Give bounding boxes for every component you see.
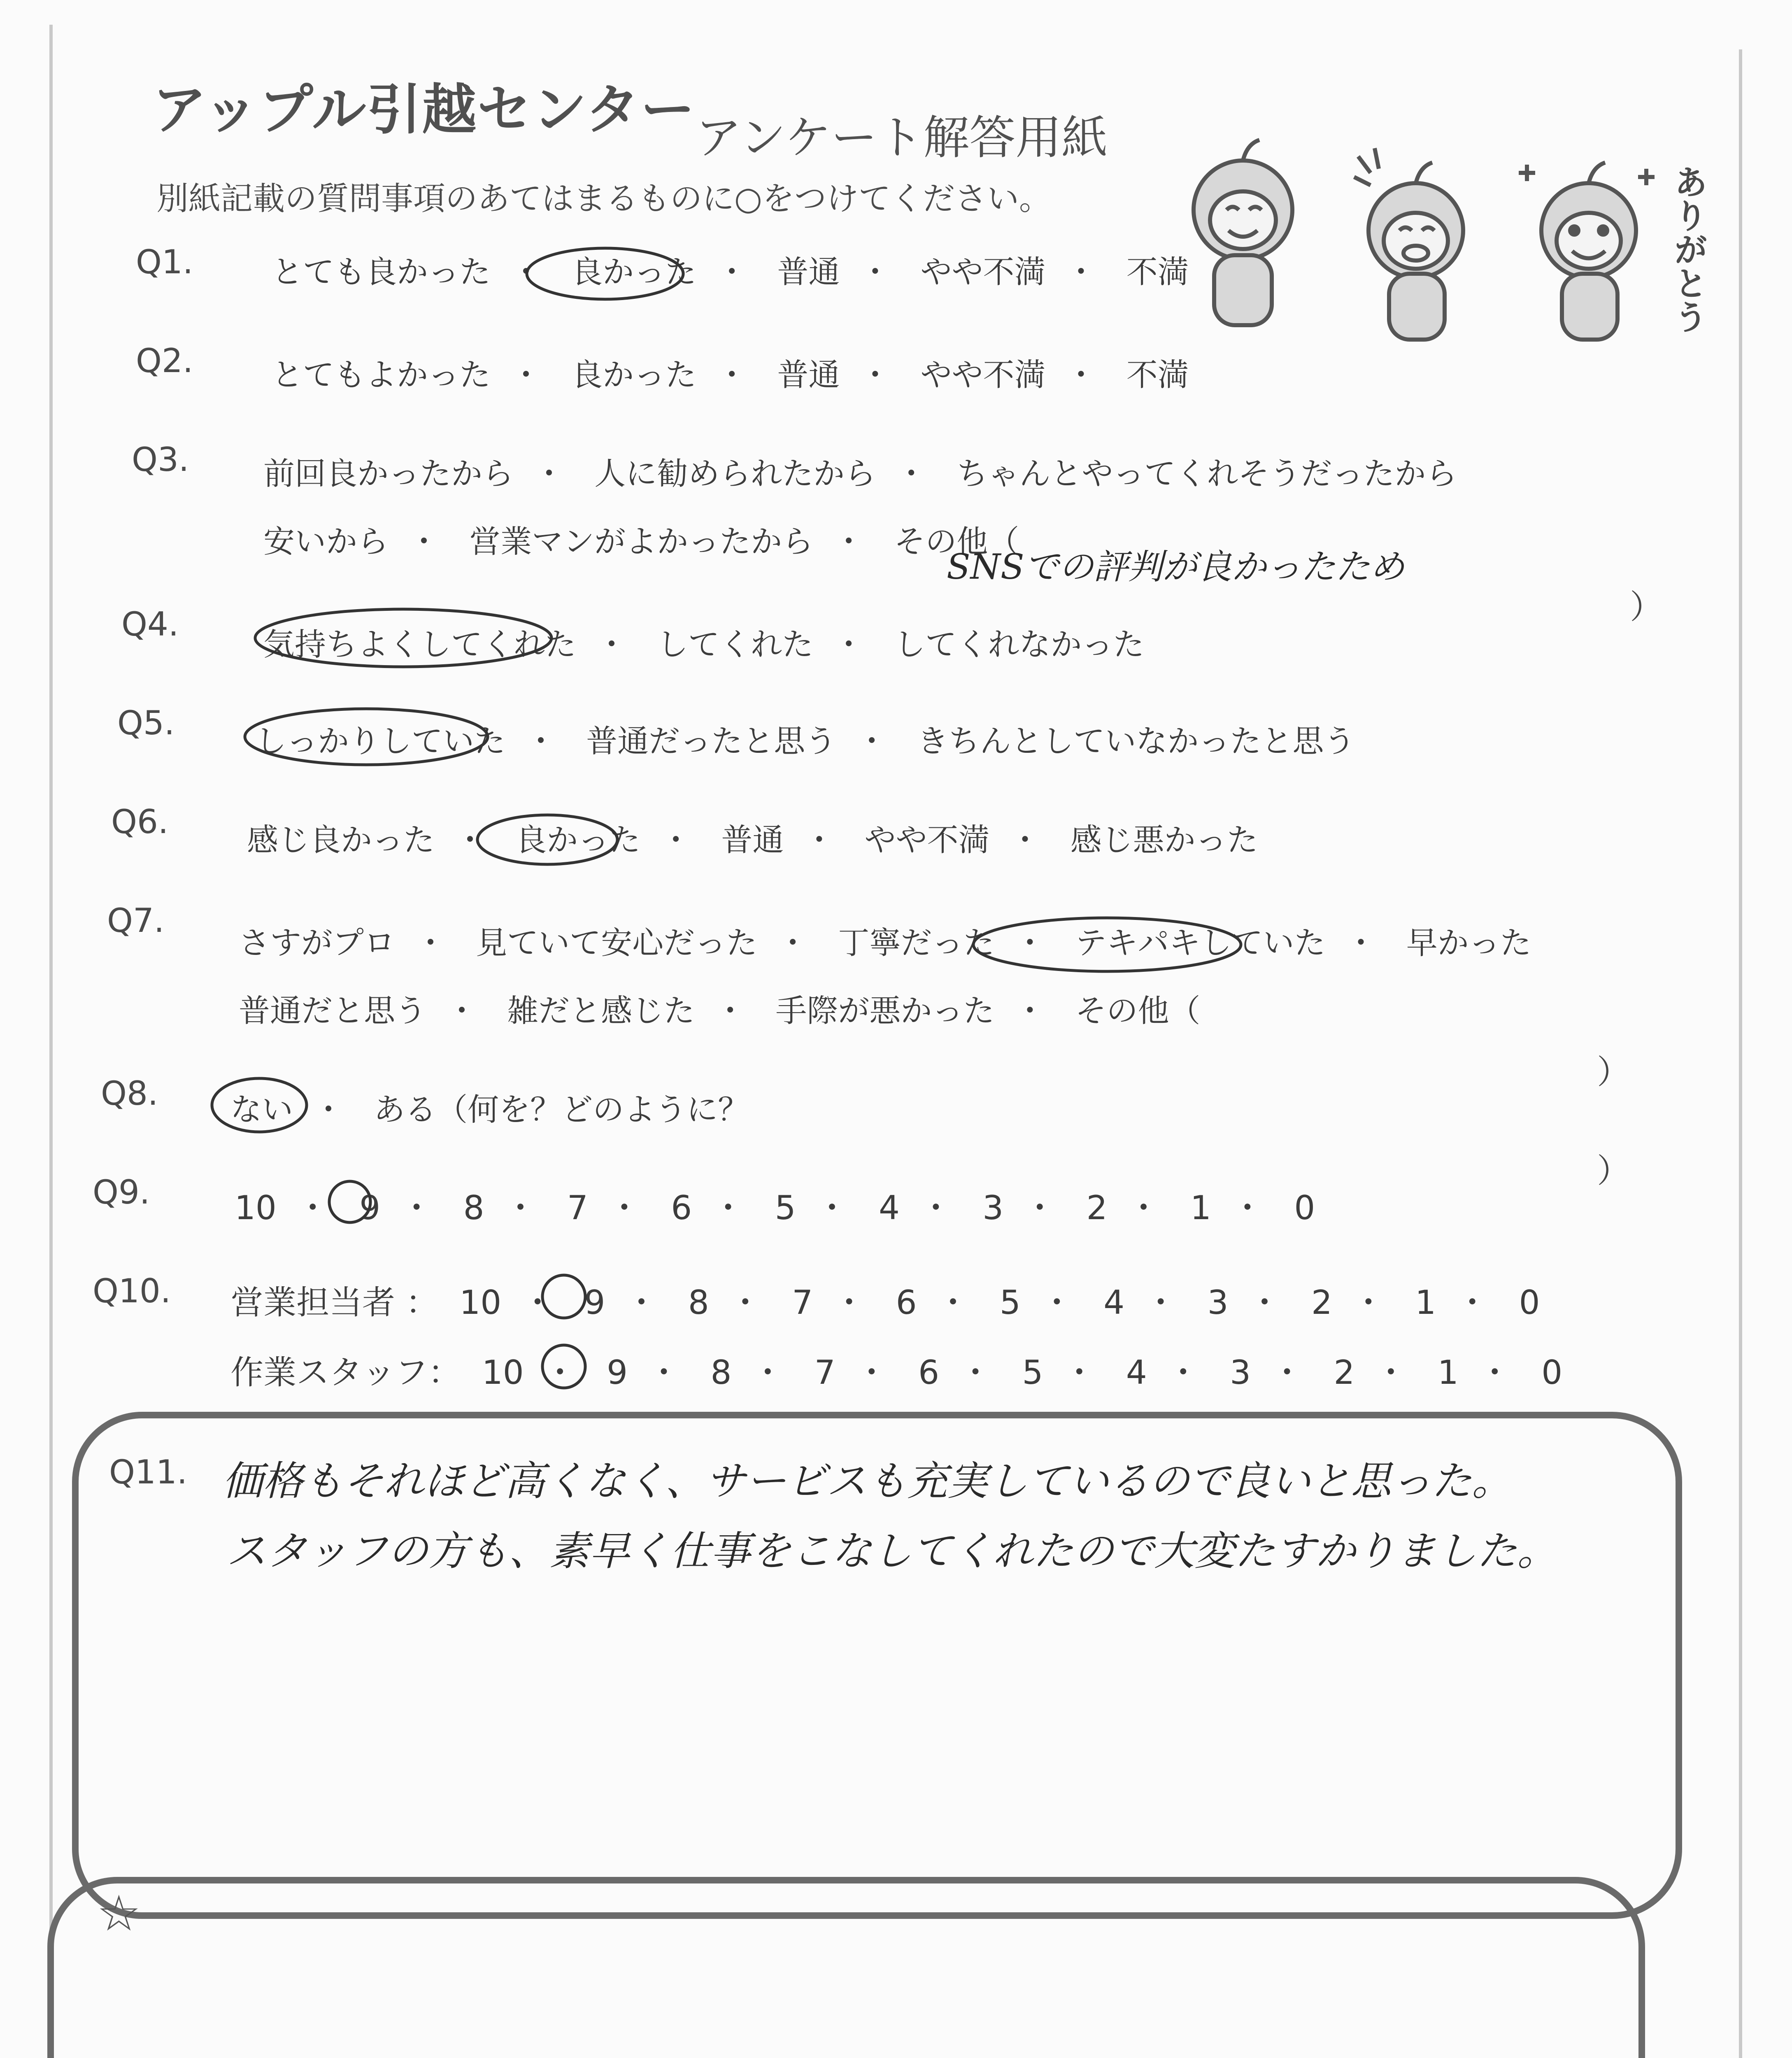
q2-option-2[interactable]: 良かった bbox=[571, 356, 697, 393]
q10-sales-selection-circle bbox=[535, 1268, 593, 1325]
q10-staff-score-10[interactable]: 10 bbox=[482, 1353, 524, 1392]
page-subtitle: アンケート解答用紙 bbox=[696, 111, 1108, 165]
q5-options: しっかりしていた ・ 普通だったと思う ・ きちんとしていなかったと思う bbox=[255, 716, 1355, 761]
q7-options-line2: 普通だと思う ・ 雑だと感じた ・ 手際が悪かった ・ その他（ bbox=[239, 986, 1201, 1031]
q3-option-6[interactable]: その他（ bbox=[894, 523, 1019, 560]
q9-score-7[interactable]: 7 bbox=[567, 1189, 588, 1227]
instructions-text: 別紙記載の質問事項のあてはまるものに○をつけてください。 bbox=[156, 180, 1052, 217]
q1-option-5[interactable]: 不満 bbox=[1126, 254, 1189, 290]
q1-option-1[interactable]: とても良かった bbox=[272, 254, 491, 290]
q5-selection-circle bbox=[239, 700, 494, 774]
q9-label: Q9. bbox=[93, 1173, 150, 1211]
q8-options: ない ・ ある（何を？どのように？ bbox=[230, 1085, 749, 1129]
q10-sales-score-1[interactable]: 1 bbox=[1415, 1283, 1436, 1322]
q9-score-10[interactable]: 10 bbox=[235, 1189, 277, 1227]
q7-option-3[interactable]: 丁寧だった bbox=[838, 924, 995, 961]
q10-staff-score-2[interactable]: 2 bbox=[1334, 1353, 1355, 1392]
q7-option-8[interactable]: 手際が悪かった bbox=[775, 992, 995, 1029]
q3-close-paren: ） bbox=[1630, 588, 1663, 626]
q10-staff-score-5[interactable]: 5 bbox=[1022, 1353, 1043, 1392]
q4-option-1[interactable]: 気持ちよくしてくれた bbox=[263, 626, 576, 663]
q4-selection-circle bbox=[247, 601, 560, 675]
q2-options: とてもよかった ・ 良かった ・ 普通 ・ やや不満 ・ 不満 bbox=[272, 350, 1189, 395]
q9-score-9[interactable]: 9 bbox=[359, 1189, 381, 1227]
q9-score-8[interactable]: 8 bbox=[463, 1189, 484, 1227]
q8-option-1[interactable]: ない bbox=[230, 1091, 293, 1128]
q10-sales-score-2[interactable]: 2 bbox=[1311, 1283, 1332, 1322]
q10-staff-selection-circle bbox=[535, 1338, 593, 1395]
q9-scale: 10 ・ 9 ・ 8 ・ 7 ・ 6 ・ 5 ・ 4 ・ 3 ・ 2 ・ 1 ・ 0 bbox=[235, 1189, 1315, 1227]
q4-option-3[interactable]: してくれなかった bbox=[894, 626, 1145, 663]
q10-sales-score-8[interactable]: 8 bbox=[688, 1283, 709, 1322]
q10-staff-score-4[interactable]: 4 bbox=[1126, 1353, 1147, 1392]
q7-options-line1: さすがプロ ・ 見ていて安心だった ・ 丁寧だった ・ テキパキしていた ・ 早かった bbox=[239, 918, 1531, 963]
q5-option-1[interactable]: しっかりしていた bbox=[255, 723, 505, 759]
q10-sales-score-9[interactable]: 9 bbox=[584, 1283, 605, 1322]
q3-option-3[interactable]: ちゃんとやってくれそうだったから bbox=[957, 455, 1457, 492]
q10-sales-score-10[interactable]: 10 bbox=[459, 1283, 502, 1322]
q2-option-5[interactable]: 不満 bbox=[1126, 356, 1189, 393]
q7-option-6[interactable]: 普通だと思う bbox=[239, 992, 426, 1029]
q9-score-2[interactable]: 2 bbox=[1086, 1189, 1108, 1227]
q9-score-5[interactable]: 5 bbox=[775, 1189, 796, 1227]
q10-staff-score-1[interactable]: 1 bbox=[1437, 1353, 1459, 1392]
q1-option-4[interactable]: やや不満 bbox=[920, 254, 1046, 290]
q10-sales-row: 営業担当者 ： 10 ・ 9 ・ 8 ・ 7 ・ 6 ・ 5 ・ 4 ・ 3 ・ 2 ・ 1 ・ 0 bbox=[230, 1283, 1540, 1322]
q7-option-4[interactable]: テキパキしていた bbox=[1075, 924, 1326, 961]
mascot-caption: ありがとう bbox=[1669, 165, 1708, 333]
q9-score-0[interactable]: 0 bbox=[1294, 1189, 1315, 1227]
q4-options: 気持ちよくしてくれた ・ してくれた ・ してくれなかった bbox=[263, 619, 1144, 664]
q7-option-9[interactable]: その他（ bbox=[1075, 992, 1201, 1029]
q10-staff-score-0[interactable]: 0 bbox=[1541, 1353, 1563, 1392]
q7-selection-circle bbox=[967, 910, 1247, 980]
q9-score-3[interactable]: 3 bbox=[982, 1189, 1004, 1227]
q11-comment-line1: 価格もそれほど高くなく、サービスも充実しているので良いと思った。 bbox=[222, 1458, 1513, 1505]
q1-label: Q1. bbox=[136, 243, 193, 281]
q7-label: Q7. bbox=[107, 901, 165, 940]
q5-option-2[interactable]: 普通だったと思う bbox=[586, 723, 837, 759]
q11-comment-line2: スタッフの方も、素早く仕事をこなしてくれたので大変たすかりました。 bbox=[226, 1528, 1558, 1575]
q8-selection-circle bbox=[206, 1070, 313, 1140]
q3-option-4[interactable]: 安いから bbox=[263, 523, 389, 560]
q2-option-4[interactable]: やや不満 bbox=[920, 356, 1046, 393]
q9-score-6[interactable]: 6 bbox=[671, 1189, 692, 1227]
q5-label: Q5. bbox=[117, 704, 175, 742]
scan-edge-right bbox=[1739, 49, 1742, 2058]
page-title: アップル引越センター bbox=[152, 78, 696, 142]
star-icon: ☆ bbox=[97, 1885, 141, 1942]
q3-option-2[interactable]: 人に勧められたから bbox=[594, 455, 876, 492]
q6-option-2[interactable]: 良かった bbox=[515, 822, 641, 858]
q8-close-paren: ） bbox=[1597, 1152, 1630, 1190]
q2-option-3[interactable]: 普通 bbox=[777, 356, 840, 393]
q5-option-3[interactable]: きちんとしていなかったと思う bbox=[917, 723, 1355, 759]
q10-staff-score-6[interactable]: 6 bbox=[918, 1353, 940, 1392]
q8-label: Q8. bbox=[101, 1074, 158, 1113]
q2-label: Q2. bbox=[136, 342, 193, 380]
q1-option-3[interactable]: 普通 bbox=[777, 254, 840, 290]
q7-option-5[interactable]: 早かった bbox=[1406, 924, 1531, 961]
q4-option-2[interactable]: してくれた bbox=[657, 626, 814, 663]
q10-sales-score-7[interactable]: 7 bbox=[792, 1283, 813, 1322]
q3-options-line2: 安いから ・ 営業マンがよかったから ・ その他（ bbox=[263, 517, 1019, 561]
q4-label: Q4. bbox=[121, 605, 179, 643]
monkey-mascot-icon bbox=[1161, 132, 1725, 362]
q6-label: Q6. bbox=[111, 803, 169, 841]
q9-score-1[interactable]: 1 bbox=[1190, 1189, 1211, 1227]
q10-sales-label: 営業担当者 ： bbox=[230, 1283, 439, 1322]
q10-staff-score-3[interactable]: 3 bbox=[1230, 1353, 1251, 1392]
q10-sales-score-3[interactable]: 3 bbox=[1207, 1283, 1229, 1322]
q8-option-2[interactable]: ある（何を？どのように？ bbox=[374, 1091, 749, 1128]
q10-sales-score-6[interactable]: 6 bbox=[896, 1283, 917, 1322]
q7-option-7[interactable]: 雑だと感じた bbox=[507, 992, 695, 1029]
q6-option-5[interactable]: 感じ悪かった bbox=[1070, 822, 1258, 858]
q3-label: Q3. bbox=[132, 440, 189, 479]
q10-sales-score-0[interactable]: 0 bbox=[1519, 1283, 1540, 1322]
scan-edge-left bbox=[49, 25, 53, 2058]
q11-label: Q11. bbox=[109, 1453, 188, 1491]
q6-option-3[interactable]: 普通 bbox=[721, 822, 784, 858]
q1-option-2[interactable]: 良かった bbox=[571, 254, 697, 290]
q6-option-1[interactable]: 感じ良かった bbox=[247, 822, 435, 858]
q10-staff-label: 作業スタッフ： bbox=[230, 1353, 461, 1392]
star-comment-box[interactable] bbox=[47, 1877, 1645, 2058]
q10-sales-score-4[interactable]: 4 bbox=[1103, 1283, 1125, 1322]
q3-options-line1: 前回良かったから ・ 人に勧められたから ・ ちゃんとやってくれそうだったから bbox=[263, 449, 1457, 494]
q6-option-4[interactable]: やや不満 bbox=[864, 822, 990, 858]
q7-close-paren: ） bbox=[1597, 1053, 1630, 1091]
q3-option-1[interactable]: 前回良かったから bbox=[263, 455, 514, 492]
q10-staff-score-7[interactable]: 7 bbox=[814, 1353, 835, 1392]
q10-sales-score-5[interactable]: 5 bbox=[999, 1283, 1021, 1322]
q6-selection-circle bbox=[473, 807, 621, 873]
q3-other-handwritten: SNSでの評判が良かったため bbox=[947, 547, 1405, 587]
q10-staff-score-9[interactable]: 9 bbox=[607, 1353, 628, 1392]
q1-selection-circle bbox=[523, 243, 687, 305]
q9-selection-circle bbox=[325, 1175, 375, 1229]
q7-option-2[interactable]: 見ていて安心だった bbox=[476, 924, 758, 961]
q7-option-1[interactable]: さすがプロ bbox=[239, 924, 395, 961]
q10-staff-row: 作業スタッフ： 10 ・ 9 ・ 8 ・ 7 ・ 6 ・ 5 ・ 4 ・ 3 ・ 2 ・ 1 ・ 0 bbox=[230, 1353, 1563, 1392]
q1-options: とても良かった ・ 良かった ・ 普通 ・ やや不満 ・ 不満 bbox=[272, 247, 1189, 292]
q10-label: Q10. bbox=[93, 1272, 171, 1310]
q10-staff-score-8[interactable]: 8 bbox=[710, 1353, 732, 1392]
q6-options: 感じ良かった ・ 良かった ・ 普通 ・ やや不満 ・ 感じ悪かった bbox=[247, 815, 1258, 860]
q9-score-4[interactable]: 4 bbox=[878, 1189, 900, 1227]
q3-option-5[interactable]: 営業マンがよかったから bbox=[469, 523, 814, 560]
q2-option-1[interactable]: とてもよかった bbox=[272, 356, 491, 393]
